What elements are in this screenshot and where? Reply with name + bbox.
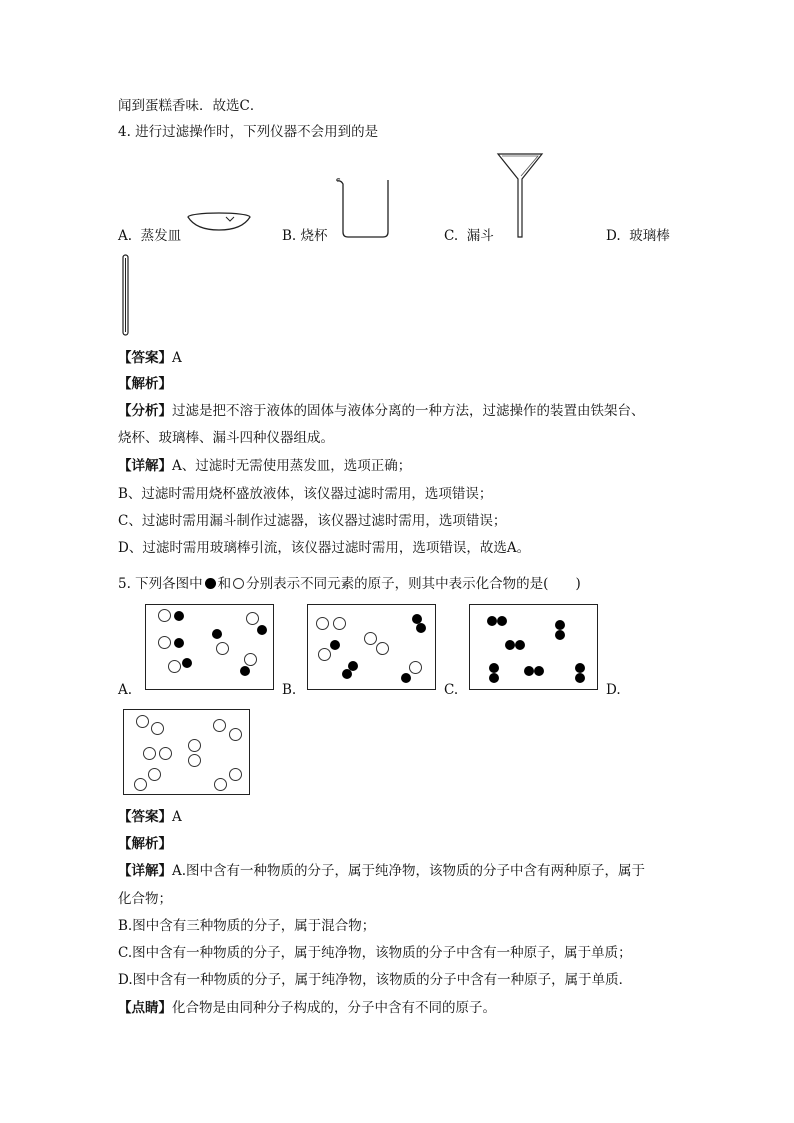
q4-option-b: B. 烧杯 <box>282 228 328 244</box>
white-atom-icon <box>216 642 229 655</box>
beaker-icon <box>334 176 394 240</box>
white-atom-icon <box>134 778 147 791</box>
black-atom-icon <box>257 625 267 635</box>
q4-analysis-tag: 【解析】 <box>118 376 172 392</box>
q5-option-c: C. <box>444 682 459 698</box>
q5-option-d: D. <box>606 682 621 698</box>
white-atom-icon <box>364 632 377 645</box>
q5-detail-d: D.图中含有一种物质的分子，属于纯净物，该物质的分子中含有一种原子，属于单质． <box>118 972 633 988</box>
white-atom-icon <box>213 719 226 732</box>
q4-detail-d: D、过滤时需用玻璃棒引流，该仪器过滤时需用，选项错误，故选A。 <box>118 540 531 556</box>
black-atom-icon <box>205 578 216 589</box>
black-atom-icon <box>212 629 222 639</box>
evaporating-dish-icon <box>186 211 252 233</box>
q4-answer: 【答案】A <box>118 350 182 366</box>
black-atom-icon <box>342 669 352 679</box>
black-atom-icon <box>240 666 250 676</box>
white-atom-icon <box>333 617 346 630</box>
q5-option-b: B. <box>282 682 297 698</box>
white-atom-icon <box>136 715 149 728</box>
white-atom-icon <box>316 617 329 630</box>
black-atom-icon <box>555 620 565 630</box>
q5-figure-c <box>469 604 598 690</box>
white-atom-icon <box>246 612 259 625</box>
black-atom-icon <box>555 630 565 640</box>
white-atom-icon <box>376 642 389 655</box>
white-atom-icon <box>188 754 201 767</box>
q5-detail-c: C.图中含有一种物质的分子，属于纯净物，该物质的分子中含有一种原子，属于单质； <box>118 945 632 961</box>
black-atom-icon <box>524 666 534 676</box>
q5-answer: 【答案】A <box>118 809 182 825</box>
q4-detail-b: B、过滤时需用烧杯盛放液体，该仪器过滤时需用，选项错误； <box>118 486 493 502</box>
q5-figure-a <box>145 604 274 690</box>
white-atom-icon <box>188 739 201 752</box>
funnel-icon <box>496 151 544 241</box>
white-atom-icon <box>151 722 164 735</box>
black-atom-icon <box>174 611 184 621</box>
q5-dianjing: 【点睛】化合物是由同种分子构成的，分子中含有不同的原子。 <box>118 1000 496 1016</box>
black-atom-icon <box>575 673 585 683</box>
black-atom-icon <box>534 666 544 676</box>
white-atom-icon <box>409 661 422 674</box>
white-atom-icon <box>244 653 257 666</box>
q4-stem: 4. 进行过滤操作时，下列仪器不会用到的是 <box>118 124 379 140</box>
intro-line: 闻到蛋糕香味．故选C． <box>118 98 264 114</box>
black-atom-icon <box>416 623 426 633</box>
q4-fenxi-1: 【分析】过滤是把不溶于液体的固体与液体分离的一种方法，过滤操作的装置由铁架台、 <box>118 403 645 419</box>
q4-detail-c: C、过滤时需用漏斗制作过滤器，该仪器过滤时需用，选项错误； <box>118 513 507 529</box>
white-atom-icon <box>229 728 242 741</box>
black-atom-icon <box>401 673 411 683</box>
white-atom-icon <box>214 778 227 791</box>
q5-figure-b <box>307 604 436 690</box>
black-atom-icon <box>487 616 497 626</box>
q5-detail-a1: 【详解】A.图中含有一种物质的分子，属于纯净物，该物质的分子中含有两种原子，属于 <box>118 863 646 879</box>
white-atom-icon <box>143 747 156 760</box>
white-atom-icon <box>168 660 181 673</box>
glass-rod-icon <box>121 254 131 336</box>
q4-option-d: D. 玻璃棒 <box>606 228 670 244</box>
white-atom-icon <box>318 648 331 661</box>
black-atom-icon <box>497 616 507 626</box>
black-atom-icon <box>489 673 499 683</box>
white-atom-icon <box>148 768 161 781</box>
white-atom-icon <box>159 747 172 760</box>
q4-detail-a: 【详解】A、过滤时无需使用蒸发皿，选项正确； <box>118 458 412 474</box>
white-atom-icon <box>158 636 171 649</box>
black-atom-icon <box>489 663 499 673</box>
q5-analysis-tag: 【解析】 <box>118 836 172 852</box>
black-atom-icon <box>182 658 192 668</box>
q5-detail-b: B.图中含有三种物质的分子，属于混合物； <box>118 918 376 934</box>
white-atom-icon <box>229 768 242 781</box>
white-atom-icon <box>158 609 171 622</box>
black-atom-icon <box>330 640 340 650</box>
q4-option-a: A. 蒸发皿 <box>118 228 182 244</box>
white-atom-icon <box>233 578 244 589</box>
q5-figure-d <box>123 709 250 795</box>
q4-fenxi-2: 烧杯、玻璃棒、漏斗四种仪器组成。 <box>118 430 334 446</box>
q4-option-c: C. 漏斗 <box>444 228 494 244</box>
black-atom-icon <box>505 640 515 650</box>
black-atom-icon <box>174 638 184 648</box>
q5-stem: 5. 下列各图中 和 分别表示不同元素的原子，则其中表示化合物的是( ) <box>118 576 581 592</box>
black-atom-icon <box>515 640 525 650</box>
black-atom-icon <box>575 663 585 673</box>
q5-option-a: A. <box>118 682 133 698</box>
q5-detail-a2: 化合物； <box>118 891 172 907</box>
